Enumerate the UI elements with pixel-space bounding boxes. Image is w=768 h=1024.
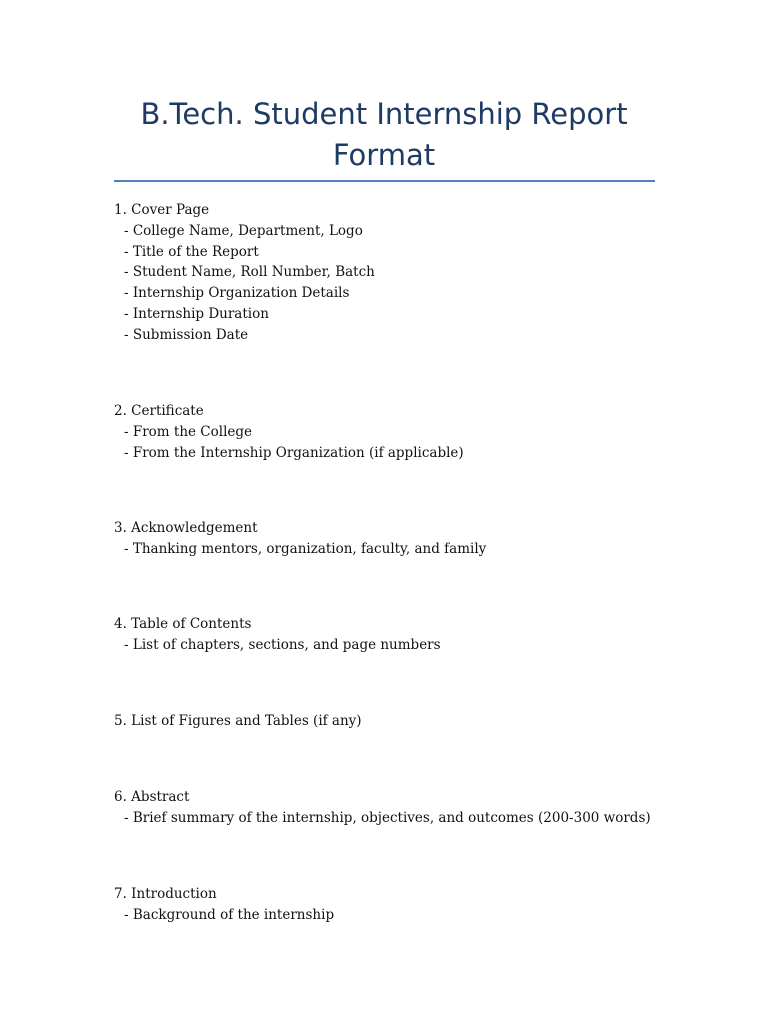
section-2	[114, 401, 674, 463]
section-item: - Submission Date	[124, 326, 249, 343]
section-heading: 2. Certificate	[114, 403, 204, 419]
section-item: - From the Internship Organization (if applicable)	[124, 444, 464, 461]
section-heading: 7. Introduction	[114, 886, 217, 902]
section-item: - Brief summary of the internship, objectives, and outcomes (200-300 words)	[124, 809, 651, 826]
section-3	[114, 518, 674, 560]
section-item: - Internship Duration	[124, 305, 269, 322]
section-item: - Thanking mentors, organization, faculty, and family	[124, 540, 487, 557]
section-heading: 6. Abstract	[114, 789, 190, 805]
section-4	[114, 614, 674, 656]
section-5	[114, 711, 674, 732]
section-item: - From the College	[124, 423, 253, 440]
section-item: - List of chapters, sections, and page numbers	[124, 636, 441, 653]
section-item: - Internship Organization Details	[124, 285, 350, 302]
section-item: - Background of the internship	[124, 906, 335, 923]
section-heading: 4. Table of Contents	[114, 616, 252, 632]
section-item: - Title of the Report	[124, 243, 259, 260]
section-item: - Student Name, Roll Number, Batch	[124, 264, 375, 281]
section-heading: 1. Cover Page	[114, 202, 210, 218]
section-item: - College Name, Department, Logo	[124, 222, 363, 239]
section-7	[114, 884, 674, 926]
section-6	[114, 787, 674, 829]
section-1	[114, 200, 674, 346]
title-divider	[114, 180, 655, 182]
section-heading: 3. Acknowledgement	[114, 520, 258, 536]
document-title: B.Tech. Student Internship Report Format	[140, 97, 628, 172]
section-heading: 5. List of Figures and Tables (if any)	[114, 713, 362, 729]
